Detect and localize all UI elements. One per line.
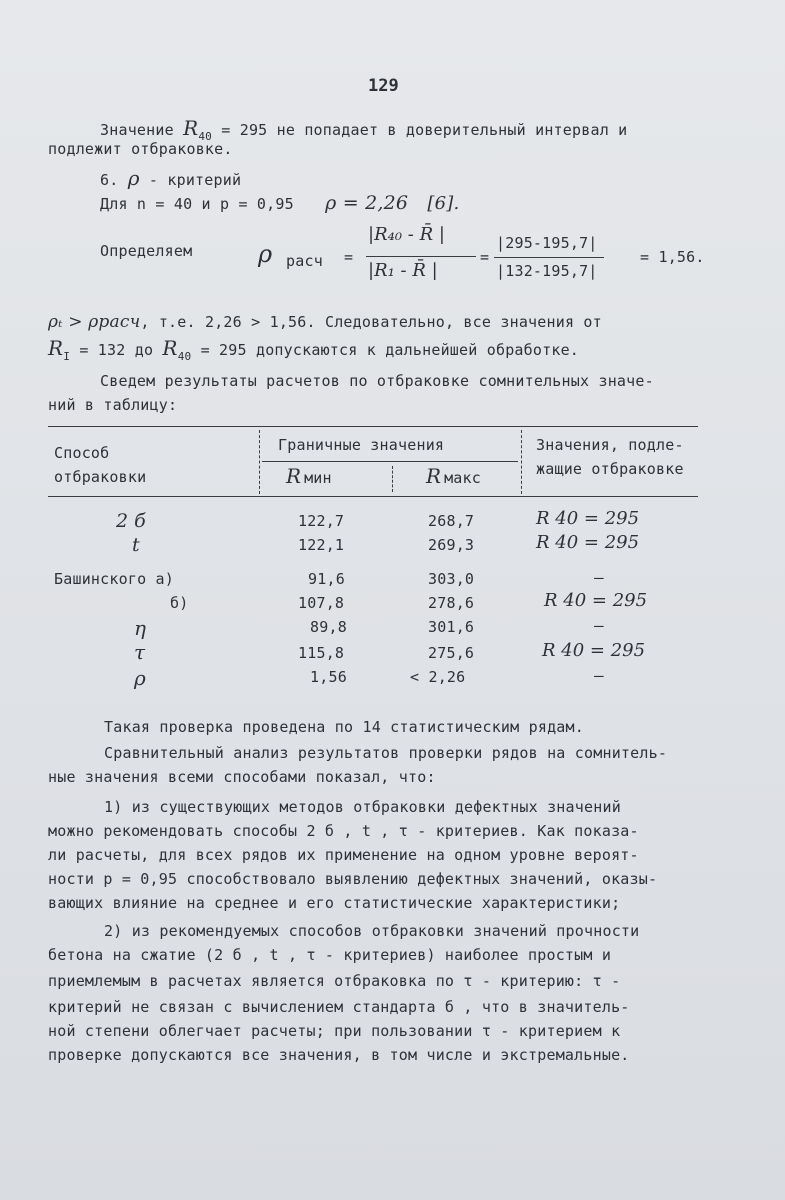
row2-rejected: R 40 = 295 [536, 532, 640, 553]
row5-method: η [134, 616, 146, 640]
header-rmin: R мин [286, 464, 332, 488]
body-p2-l1: Сравнительный анализ результатов проверки рядов на сомнитель- [104, 744, 668, 762]
fraction1-numerator: |R₄₀ - R̄ | [368, 224, 445, 245]
body-p3-l5: вающих влияние на среднее и его статистические характеристики; [48, 894, 621, 912]
table-intro-line1: Сведем результаты расчетов по отбраковке сомнительных значе- [100, 372, 654, 390]
row3-rejected: — [594, 568, 604, 587]
body-p3-l2: можно рекомендовать способы 2 б , t , τ - критериев. Как показа- [48, 822, 639, 840]
row4-max: 278,6 [428, 594, 475, 612]
row6-rejected: R 40 = 295 [542, 640, 646, 661]
row6-max: 275,6 [428, 644, 475, 662]
row4-rejected: R 40 = 295 [544, 590, 648, 611]
body-p4-l1: 2) из рекомендуемых способов отбраковки значений прочности [104, 922, 640, 940]
row1-max: 268,7 [428, 512, 475, 530]
body-p4-l6: проверке допускаются все значения, в том числе и экстремальные. [48, 1046, 630, 1064]
body-p3-l3: ли расчеты, для всех рядов их применение на одном уровне вероят- [48, 846, 639, 864]
section-heading: 6. ρ - критерий [100, 166, 242, 190]
fraction2-denominator: |132-195,7| [496, 262, 598, 280]
table-divider-1 [259, 430, 260, 494]
conclusion-line2: $R_I = 132$ до $R_{40} = 295$ допускаются к дальнейшей обработке. [48, 336, 580, 363]
formula-result: = 1,56. [640, 248, 705, 266]
row7-min: 1,56 [310, 668, 347, 686]
header-method-2: отбраковки [54, 468, 147, 486]
body-p2-l2: ные значения всеми способами показал, что: [48, 768, 436, 786]
fraction1-denominator: |R₁ - R̄ | [368, 260, 438, 281]
table-top-rule [48, 426, 698, 427]
row4-min: 107,8 [298, 594, 345, 612]
fraction2-numerator: |295-195,7| [496, 234, 598, 252]
body-p4-l2: бетона на сжатие (2 б , t , τ - критериев) наиболее простым и [48, 946, 612, 964]
row3-min: 91,6 [308, 570, 345, 588]
header-rejected-2: жащие отбраковке [536, 460, 684, 478]
row3-max: 303,0 [428, 570, 475, 588]
para1-line2: подлежит отбраковке. [48, 140, 233, 158]
equals-2: = [480, 248, 490, 266]
rho-symbol: ρ [258, 240, 273, 268]
row5-max: 301,6 [428, 618, 475, 636]
row7-rejected: — [594, 666, 604, 685]
header-rejected-1: Значения, подле- [536, 436, 684, 454]
row1-min: 122,7 [298, 512, 345, 530]
table-header-rule [48, 496, 698, 497]
body-p4-l4: критерий не связан с вычислением стандарта б , что в значитель- [48, 998, 630, 1016]
row6-min: 115,8 [298, 644, 345, 662]
row3-method: Башинского а) [54, 570, 174, 588]
rho-subscript: расч [286, 252, 323, 270]
header-rmax: R макс [426, 464, 481, 488]
table-intro-line2: ний в таблицу: [48, 396, 178, 414]
fraction1-bar [366, 256, 476, 257]
header-method-1: Способ [54, 444, 110, 462]
table-subheader-rule [262, 461, 518, 462]
row2-max: 269,3 [428, 536, 475, 554]
header-boundary-group: Граничные значения [278, 436, 445, 454]
row1-rejected: R 40 = 295 [536, 508, 640, 529]
body-p4-l5: ной степени облегчает расчеты; при пользовании τ - критерием к [48, 1022, 621, 1040]
conclusion-line1: ρₜ > ρрасч, т.е. 2,26 > 1,56. Следовательно, все значения от [48, 312, 602, 332]
condition-line: Для n = 40 и р = 0,95 ρ = 2,26 [6]. [100, 192, 460, 214]
body-p3-l1: 1) из существующих методов отбраковки дефектных значений [104, 798, 621, 816]
fraction2-bar [494, 257, 604, 258]
body-p3-l4: ности р = 0,95 способствовало выявлению дефектных значений, оказы- [48, 870, 658, 888]
row2-min: 122,1 [298, 536, 345, 554]
row7-max: < 2,26 [410, 668, 466, 686]
row5-rejected: — [594, 616, 604, 635]
row2-method: t [132, 534, 140, 556]
equals-1: = [344, 248, 354, 266]
row7-method: ρ [134, 666, 146, 690]
table-divider-3 [392, 466, 393, 492]
row5-min: 89,8 [310, 618, 347, 636]
row6-method: τ [134, 640, 146, 664]
page-number: 129 [368, 76, 399, 96]
row4-method: б) [170, 594, 189, 612]
para1-line1: Значение $R_{40} = 295$ не попадает в доверительный интервал и [100, 116, 628, 143]
body-p1: Такая проверка проведена по 14 статистическим рядам. [104, 718, 584, 736]
table-divider-2 [521, 430, 522, 494]
formula-lead: Определяем [100, 242, 193, 260]
row1-method: 2 б [116, 510, 146, 532]
body-p4-l3: приемлемым в расчетах является отбраковка по τ - критерию: τ - [48, 972, 621, 990]
